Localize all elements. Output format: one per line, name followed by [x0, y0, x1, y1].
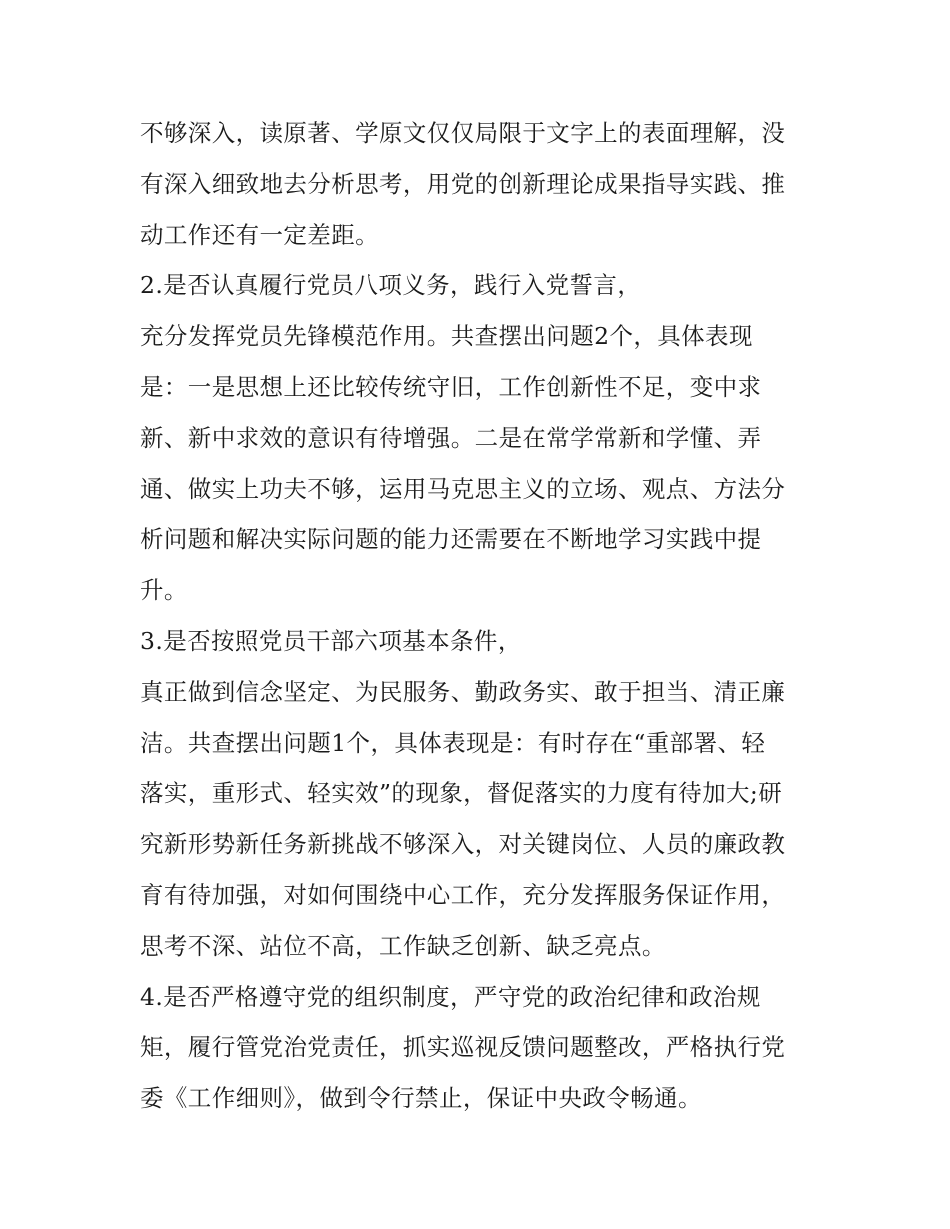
- section-heading-4: 4.是否严格遵守党的组织制度，严守党的政治纪律和政治规: [140, 982, 761, 1011]
- text-line: 是：一是思想上还比较传统守旧，工作创新性不足，变中求: [140, 372, 762, 401]
- text-line: 矩，履行管党治党责任，抓实巡视反馈问题整改，严格执行党: [140, 1033, 786, 1062]
- text-line: 析问题和解决实际问题的能力还需要在不断地学习实践中提: [140, 525, 762, 554]
- text-line: 充分发挥党员先锋模范作用。共查摆出问题2个，具体表现: [140, 322, 753, 351]
- text-line: 思考不深、站位不高，工作缺乏创新、缺乏亮点。: [140, 931, 666, 960]
- section-heading-3: 3.是否按照党员干部六项基本条件，: [140, 626, 522, 655]
- text-line: 通、做实上功夫不够，运用马克思主义的立场、观点、方法分: [140, 474, 786, 503]
- text-line: 落实，重形式、轻实效”的现象，督促落实的力度有待加大;研: [140, 779, 783, 808]
- text-line: 新、新中求效的意识有待增强。二是在常学常新和学懂、弄: [140, 423, 762, 452]
- text-line: 升。: [140, 576, 188, 605]
- text-line: 动工作还有一定差距。: [140, 220, 379, 249]
- text-line: 洁。共查摆出问题1个，具体表现是：有时存在“重部署、轻: [140, 728, 766, 757]
- text-line: 有深入细致地去分析思考，用党的创新理论成果指导实践、推: [140, 169, 786, 198]
- text-line: 不够深入，读原著、学原文仅仅局限于文字上的表面理解，没: [140, 119, 786, 147]
- text-line: 真正做到信念坚定、为民服务、勤政务实、敢于担当、清正廉: [140, 677, 786, 706]
- text-line: 究新形势新任务新挑战不够深入，对关键岗位、人员的廉政教: [140, 830, 786, 859]
- text-line: 育有待加强，对如何围绕中心工作，充分发挥服务保证作用，: [140, 880, 786, 909]
- section-heading-2: 2.是否认真履行党员八项义务，践行入党誓言，: [140, 271, 642, 300]
- text-line: 委《工作细则》，做到令行禁止，保证中央政令畅通。: [140, 1084, 702, 1113]
- document-body: [140, 108, 830, 1124]
